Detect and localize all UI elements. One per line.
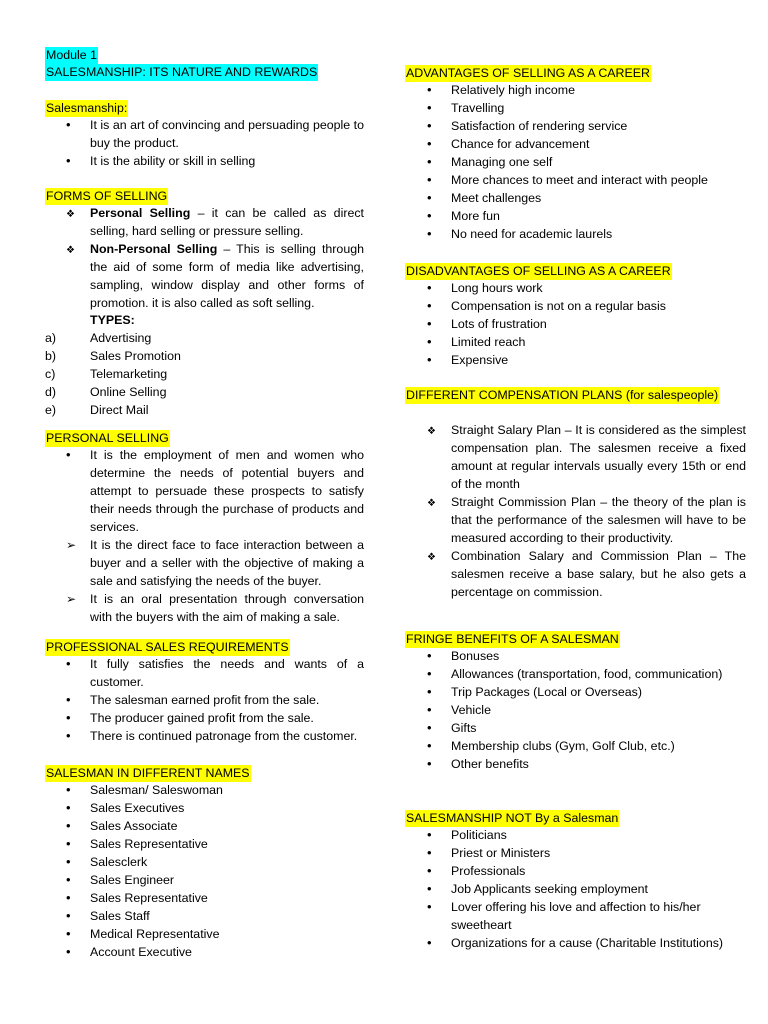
bullet-icon — [66, 446, 82, 464]
list-item: • Politicians — [384, 826, 768, 844]
bullet-icon — [427, 117, 443, 135]
personal-selling-list — [0, 446, 384, 626]
bullet-icon — [66, 817, 82, 835]
list-item: ❖ Straight Commission Plan – the theory of the plan is that the performance of the salesmen will have to be measured according to their productivity. — [384, 493, 768, 547]
disadvantages-section — [384, 262, 768, 369]
list-item: c) Telemarketing — [45, 367, 168, 381]
list-item: • Expensive — [384, 351, 768, 369]
bullet-icon — [66, 116, 82, 134]
list-item: • Medical Representative — [0, 925, 384, 943]
bullet-icon — [427, 171, 443, 189]
advantages-heading: ADVANTAGES OF SELLING AS A CAREER — [406, 66, 650, 80]
bullet-icon — [427, 279, 443, 297]
list-item: • Chance for advancement — [384, 135, 768, 153]
list-item: • It is an art of convincing and persuading people to buy the product. — [0, 116, 384, 152]
compensation-heading: DIFFERENT COMPENSATION PLANS (for salespeople) — [406, 388, 719, 402]
names-heading: SALESMAN IN DIFFERENT NAMES — [46, 766, 250, 780]
bullet-icon — [427, 683, 443, 701]
bullet-icon — [427, 189, 443, 207]
list-item: • Organizations for a cause (Charitable Institutions) — [384, 934, 768, 952]
advantages-section — [384, 64, 768, 243]
list-item: • Professionals — [384, 862, 768, 880]
arrow-bullet-icon — [66, 536, 82, 554]
list-item: • Trip Packages (Local or Overseas) — [384, 683, 768, 701]
diamond-bullet-icon — [427, 421, 443, 441]
diamond-bullet-icon — [66, 204, 82, 224]
bullet-icon — [66, 152, 82, 170]
salesmanship-heading: Salesmanship: — [46, 101, 128, 115]
list-item: • Lover offering his love and affection to his/her sweetheart — [384, 898, 768, 934]
list-item: • Meet challenges — [384, 189, 768, 207]
list-item: • The salesman earned profit from the sale. — [0, 691, 384, 709]
salesmanship-list — [0, 116, 384, 170]
compensation-list — [384, 421, 768, 601]
bullet-icon — [66, 691, 82, 709]
bullet-icon — [66, 853, 82, 871]
list-item: a) Advertising — [45, 331, 152, 345]
bullet-icon — [66, 727, 82, 745]
bullet-icon — [66, 655, 82, 673]
advantages-list — [384, 81, 768, 243]
bullet-icon — [66, 943, 82, 961]
bullet-icon — [427, 934, 443, 952]
list-item: • Membership clubs (Gym, Golf Club, etc.) — [384, 737, 768, 755]
list-item: • Job Applicants seeking employment — [384, 880, 768, 898]
list-item: • Sales Representative — [0, 889, 384, 907]
bullet-icon — [427, 99, 443, 117]
list-item: • Compensation is not on a regular basis — [384, 297, 768, 315]
list-item: e) Direct Mail — [45, 403, 149, 417]
bullet-icon — [427, 315, 443, 333]
list-item: • Bonuses — [384, 647, 768, 665]
bullet-icon — [427, 153, 443, 171]
names-list — [0, 781, 384, 961]
list-item: • Travelling — [384, 99, 768, 117]
list-item: • No need for academic laurels — [384, 225, 768, 243]
list-item: • Vehicle — [384, 701, 768, 719]
list-item: • More fun — [384, 207, 768, 225]
requirements-section — [0, 638, 384, 745]
requirements-list — [0, 655, 384, 745]
list-item: ❖ Combination Salary and Commission Plan – The salesmen receive a base salary, but he also gets a percentage on commission. — [384, 547, 768, 601]
list-item: • Limited reach — [384, 333, 768, 351]
types-list — [0, 329, 384, 419]
list-item: • Sales Staff — [0, 907, 384, 925]
bullet-icon — [427, 135, 443, 153]
not-salesman-heading: SALESMANSHIP NOT By a Salesman — [406, 811, 619, 825]
disadvantages-heading: DISADVANTAGES OF SELLING AS A CAREER — [406, 264, 671, 278]
salesmanship-section — [0, 99, 384, 170]
bullet-icon — [427, 719, 443, 737]
list-item: • Salesclerk — [0, 853, 384, 871]
list-item: • Account Executive — [0, 943, 384, 961]
bullet-icon — [66, 835, 82, 853]
bullet-icon — [427, 755, 443, 773]
list-item: • Sales Executives — [0, 799, 384, 817]
bullet-icon — [427, 844, 443, 862]
forms-list — [0, 204, 384, 312]
list-item: ➢ It is an oral presentation through conversation with the buyers with the aim of making a sale. — [0, 590, 384, 626]
diamond-bullet-icon — [427, 493, 443, 513]
list-item: ➢ It is the direct face to face interaction between a buyer and a seller with the objective of making a sale and satisfying the needs of the buyer. — [0, 536, 384, 590]
bullet-icon — [427, 826, 443, 844]
bullet-icon — [66, 907, 82, 925]
bullet-icon — [427, 81, 443, 99]
main-title: SALESMANSHIP: ITS NATURE AND REWARDS — [46, 65, 318, 79]
list-item: • Managing one self — [384, 153, 768, 171]
list-item: b) Sales Promotion — [45, 349, 181, 363]
list-item: • It is the ability or skill in selling — [0, 152, 384, 170]
list-item: d) Online Selling — [45, 385, 167, 399]
arrow-bullet-icon — [66, 590, 82, 608]
bullet-icon — [427, 333, 443, 351]
module-label: Module 1 — [46, 48, 97, 62]
list-item: • It fully satisfies the needs and wants of a customer. — [0, 655, 384, 691]
list-item: • Other benefits — [384, 755, 768, 773]
list-item: • Lots of frustration — [384, 315, 768, 333]
bullet-icon — [66, 925, 82, 943]
list-item: • Allowances (transportation, food, communication) — [384, 665, 768, 683]
not-salesman-list — [384, 826, 768, 952]
bullet-icon — [427, 225, 443, 243]
compensation-section — [384, 386, 768, 601]
personal-selling-section — [0, 429, 384, 626]
bullet-icon — [427, 665, 443, 683]
list-item: • Sales Associate — [0, 817, 384, 835]
module-header — [0, 46, 384, 80]
list-item: • Gifts — [384, 719, 768, 737]
bullet-icon — [66, 709, 82, 727]
list-item: • There is continued patronage from the customer. — [0, 727, 384, 745]
list-item: • Long hours work — [384, 279, 768, 297]
bullet-icon — [66, 889, 82, 907]
bullet-icon — [427, 351, 443, 369]
diamond-bullet-icon — [66, 240, 82, 260]
requirements-heading: PROFESSIONAL SALES REQUIREMENTS — [46, 640, 289, 654]
bullet-icon — [427, 898, 443, 916]
list-item: • Priest or Ministers — [384, 844, 768, 862]
bullet-icon — [427, 862, 443, 880]
list-item: • Relatively high income — [384, 81, 768, 99]
types-label: TYPES: — [90, 313, 135, 327]
forms-of-selling-section — [0, 187, 384, 419]
list-item: • It is the employment of men and women who determine the needs of potential buyers and attempt to persuade these prospects to satisfy their needs through the purchase of products and services. — [0, 446, 384, 536]
not-salesman-section — [384, 809, 768, 952]
list-item: ❖ Personal Selling – it can be called as direct selling, hard selling or pressure selling. — [0, 204, 384, 240]
list-item: • Sales Engineer — [0, 871, 384, 889]
fringe-list — [384, 647, 768, 773]
bullet-icon — [427, 297, 443, 315]
diamond-bullet-icon — [427, 547, 443, 567]
fringe-heading: FRINGE BENEFITS OF A SALESMAN — [406, 632, 619, 646]
list-item: • Satisfaction of rendering service — [384, 117, 768, 135]
bullet-icon — [427, 647, 443, 665]
bullet-icon — [66, 871, 82, 889]
list-item: • More chances to meet and interact with people — [384, 171, 768, 189]
bullet-icon — [427, 701, 443, 719]
list-item: • Salesman/ Saleswoman — [0, 781, 384, 799]
list-item: ❖ Non-Personal Selling – This is selling through the aid of some form of media like advertising, sampling, window display and other forms of promotion. it is also called as soft selling. — [0, 240, 384, 312]
bullet-icon — [427, 207, 443, 225]
names-section — [0, 764, 384, 961]
disadvantages-list — [384, 279, 768, 369]
list-item: ❖ Straight Salary Plan – It is considered as the simplest compensation plan. The salesmen receive a fixed amount at regular intervals usually every 15th or end of the month — [384, 421, 768, 493]
list-item: • The producer gained profit from the sale. — [0, 709, 384, 727]
bullet-icon — [427, 880, 443, 898]
fringe-benefits-section — [384, 630, 768, 773]
list-item: • Sales Representative — [0, 835, 384, 853]
bullet-icon — [66, 799, 82, 817]
forms-heading: FORMS OF SELLING — [46, 189, 168, 203]
personal-selling-heading: PERSONAL SELLING — [46, 431, 169, 445]
bullet-icon — [427, 737, 443, 755]
bullet-icon — [66, 781, 82, 799]
